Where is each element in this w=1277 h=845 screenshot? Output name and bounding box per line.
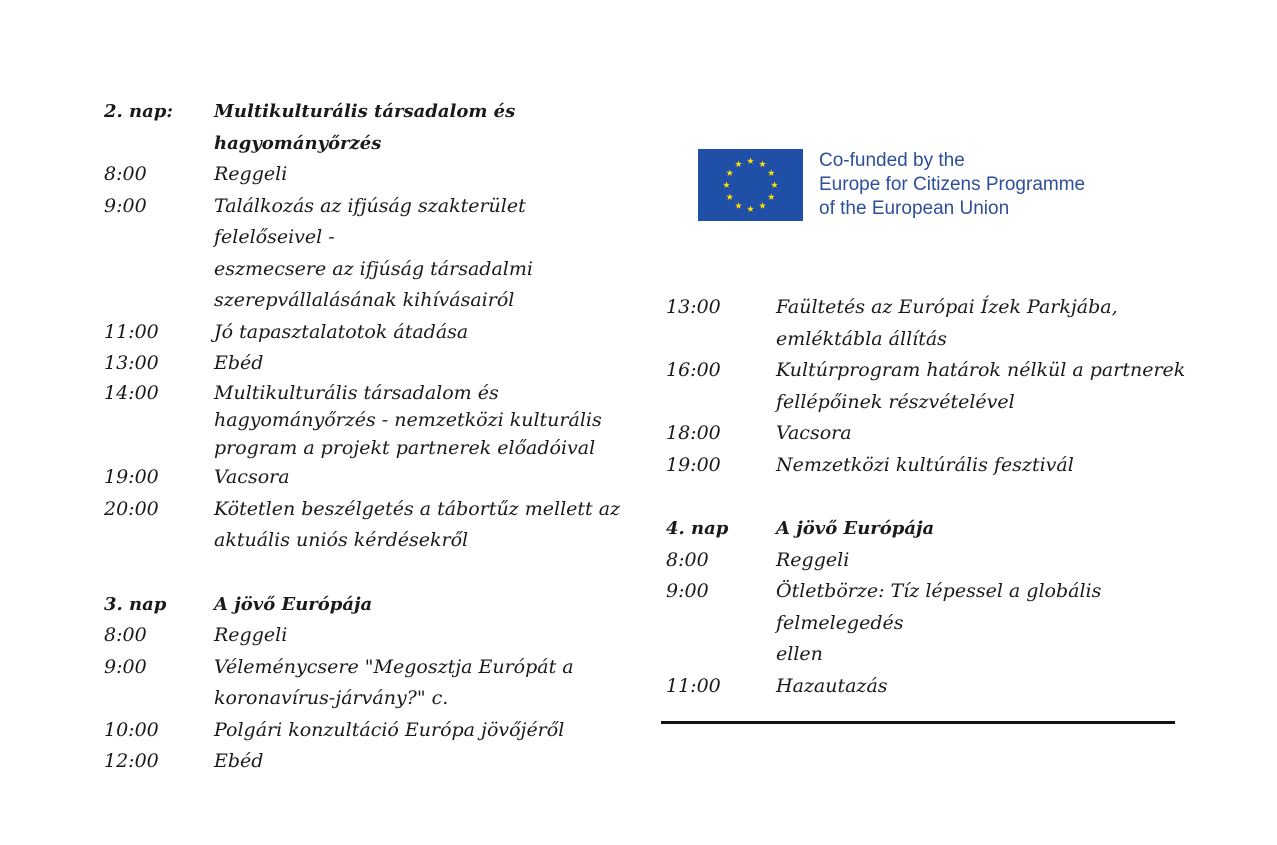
schedule-text: Vacsora <box>776 422 852 444</box>
schedule-row <box>104 380 624 408</box>
schedule-text: emléktábla állítás <box>776 327 947 350</box>
schedule-row <box>104 620 624 652</box>
schedule-text: Polgári konzultáció Európa jövőjéről <box>214 718 565 741</box>
day-title: Multikulturális társadalom és <box>214 101 516 122</box>
schedule-text: Kötetlen beszélgetés a tábortűz mellett az <box>214 497 621 520</box>
schedule-time: 11:00 <box>104 320 159 343</box>
logo-line: Europe for Citizens Programme <box>819 174 1086 195</box>
schedule-time: 11:00 <box>666 674 721 697</box>
left-column <box>104 96 624 778</box>
schedule-text: hagyományőrzés - nemzetközi kulturális <box>214 409 602 431</box>
logo-line: Co-funded by the <box>819 150 965 171</box>
day-4-heading <box>666 513 1186 545</box>
schedule-text: Multikulturális társadalom és <box>214 381 499 404</box>
schedule-time: 16:00 <box>666 359 721 381</box>
schedule-text: ellen <box>776 643 823 665</box>
schedule-text: Hazautazás <box>776 674 888 697</box>
schedule-time: 8:00 <box>104 624 147 646</box>
day-title: hagyományőrzés <box>214 132 382 154</box>
schedule-row <box>666 292 1186 324</box>
day-2-heading-cont <box>104 128 624 160</box>
schedule-time: 10:00 <box>104 718 159 741</box>
schedule-row-cont <box>104 525 624 557</box>
eu-cofunded-logo <box>698 149 1138 221</box>
schedule-text: koronavírus-járvány?" c. <box>214 687 449 709</box>
day-label: 4. nap <box>666 518 729 539</box>
schedule-row <box>104 715 624 747</box>
schedule-time: 9:00 <box>104 655 147 678</box>
schedule-text: Véleménycsere "Megosztja Európát a <box>214 655 574 678</box>
schedule-row <box>666 355 1186 387</box>
schedule-row-cont <box>104 407 624 435</box>
logo-line: of the European Union <box>819 198 1010 219</box>
schedule-row-cont <box>666 387 1186 419</box>
schedule-row <box>104 191 624 254</box>
schedule-text: Reggeli <box>214 163 288 185</box>
schedule-time: 18:00 <box>666 422 721 444</box>
day-label: 2. nap: <box>104 101 174 122</box>
schedule-row-cont <box>104 254 624 286</box>
eu-flag-icon <box>698 149 803 221</box>
schedule-text: szerepvállalásának kihívásairól <box>214 289 515 311</box>
schedule-time: 9:00 <box>666 580 709 602</box>
schedule-text: Ebéd <box>214 352 264 374</box>
schedule-row <box>104 652 624 684</box>
day-title: A jövő Európája <box>776 518 935 539</box>
schedule-time: 20:00 <box>104 497 159 520</box>
schedule-text: program a projekt partnerek előadóival <box>214 436 596 459</box>
schedule-row <box>104 159 624 191</box>
day-title: A jövő Európája <box>214 593 373 615</box>
eu-flag-icon <box>698 149 803 221</box>
schedule-row-cont <box>104 683 624 715</box>
schedule-row <box>104 746 624 778</box>
schedule-text: eszmecsere az ifjúság társadalmi <box>214 257 533 280</box>
schedule-row <box>666 576 1186 639</box>
schedule-text: Találkozás az ifjúság szakterület felelőseivel - <box>214 194 526 248</box>
schedule-time: 13:00 <box>104 352 159 374</box>
schedule-time: 8:00 <box>104 163 147 185</box>
day-label: 3. nap <box>104 593 167 615</box>
schedule-row <box>666 671 1186 703</box>
schedule-text: Ebéd <box>214 750 264 772</box>
schedule-time: 13:00 <box>666 296 721 318</box>
schedule-time: 12:00 <box>104 750 159 772</box>
schedule-text: Reggeli <box>214 624 288 646</box>
schedule-row-cont <box>666 639 1186 671</box>
schedule-time: 19:00 <box>104 466 159 488</box>
schedule-text: Vacsora <box>214 466 290 488</box>
schedule-text: Jó tapasztalatotok átadása <box>214 320 469 343</box>
schedule-row-cont <box>104 435 624 463</box>
schedule-row-cont <box>104 285 624 317</box>
schedule-text: Kultúrprogram határok nélkül a partnerek <box>776 359 1186 381</box>
right-column <box>666 292 1186 702</box>
schedule-row <box>104 317 624 349</box>
logo-text <box>819 149 1085 221</box>
schedule-text: aktuális uniós kérdésekről <box>214 529 469 551</box>
horizontal-rule <box>661 721 1175 724</box>
schedule-text: Ötletbörze: Tíz lépessel a globális felmelegedés <box>776 580 1102 634</box>
schedule-time: 14:00 <box>104 381 159 404</box>
schedule-row-cont <box>666 324 1186 356</box>
schedule-row <box>666 545 1186 577</box>
schedule-row <box>666 450 1186 482</box>
schedule-time: 9:00 <box>104 194 147 217</box>
schedule-time: 19:00 <box>666 453 721 476</box>
schedule-row <box>104 462 624 494</box>
schedule-text: Faültetés az Európai Ízek Parkjába, <box>776 296 1118 318</box>
schedule-row <box>104 348 624 380</box>
schedule-row <box>666 418 1186 450</box>
schedule-row <box>104 494 624 526</box>
day-3-heading <box>104 589 624 621</box>
schedule-text: fellépőinek részvételével <box>776 390 1015 413</box>
schedule-text: Reggeli <box>776 548 850 571</box>
schedule-time: 8:00 <box>666 548 709 571</box>
day-2-heading <box>104 96 624 128</box>
schedule-text: Nemzetközi kultúrális fesztivál <box>776 453 1074 476</box>
